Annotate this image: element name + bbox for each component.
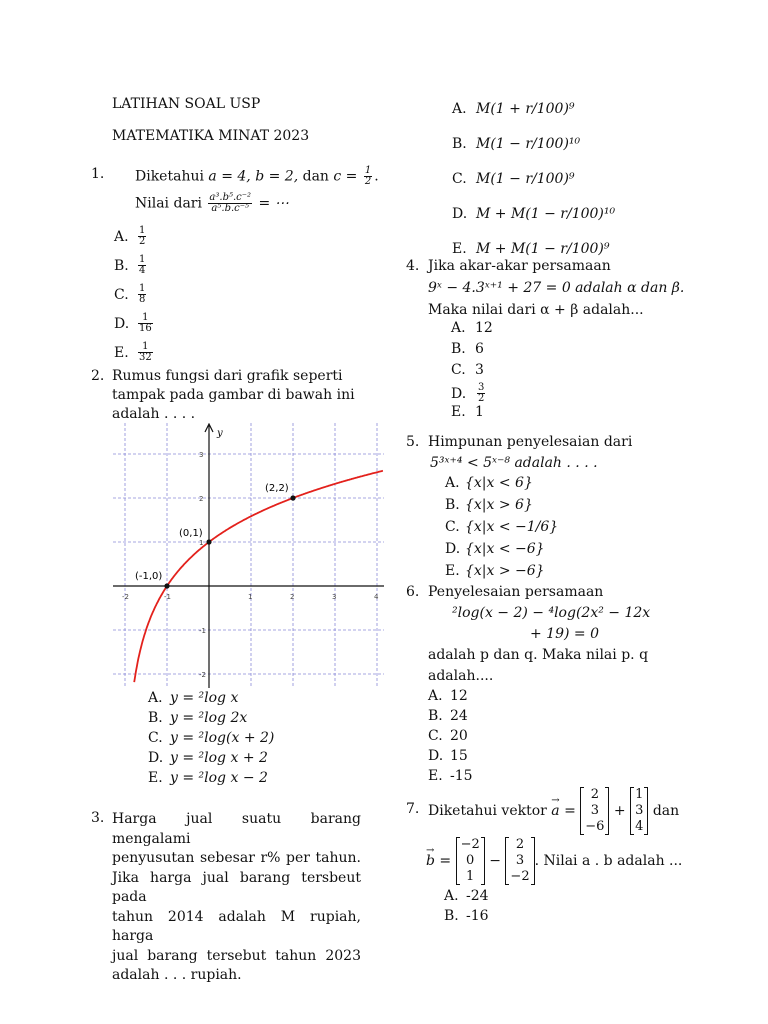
matrix-entry: −2 bbox=[510, 869, 530, 884]
y-tick-label: -2 bbox=[199, 671, 206, 679]
option-text: y = ²log x bbox=[170, 690, 239, 706]
q5-number: 5. bbox=[406, 434, 420, 450]
option-c bbox=[114, 284, 148, 305]
y-axis-label: y bbox=[217, 428, 223, 439]
option-text: y = ²log x − 2 bbox=[170, 770, 268, 786]
y-tick-label: 1 bbox=[199, 539, 204, 547]
q7-vector-a: a → bbox=[551, 786, 559, 836]
matrix-entry: 3 bbox=[635, 803, 644, 818]
option-e bbox=[148, 770, 268, 786]
option-text: 12 bbox=[450, 688, 468, 704]
option-label: A. bbox=[114, 228, 129, 245]
q7-matrix-2 bbox=[630, 787, 648, 835]
q7-tail: . Nilai a . b adalah ... bbox=[534, 853, 683, 869]
y-tick-label: 3 bbox=[199, 451, 204, 459]
option-label: C. bbox=[114, 286, 129, 303]
option-c bbox=[452, 171, 575, 187]
option-b bbox=[428, 708, 468, 724]
option-a bbox=[451, 320, 493, 336]
option-label: C. bbox=[445, 519, 460, 535]
q7-text: Diketahui vektor bbox=[428, 803, 552, 819]
option-label: B. bbox=[428, 708, 443, 724]
q3-line-5: jual barang tersebut tahun 2023 bbox=[112, 947, 361, 964]
title-line-2: MATEMATIKA MINAT 2023 bbox=[112, 128, 310, 144]
option-label: B. bbox=[114, 257, 129, 274]
q7-matrix-4 bbox=[505, 837, 534, 885]
q2-line-2: tampak pada gambar di bawah ini bbox=[112, 387, 355, 403]
option-fraction: $\frac{1}{32}$ bbox=[139, 341, 152, 363]
q1-eq: = ⋯ bbox=[254, 195, 289, 212]
option-text: M + M(1 − r/100)¹⁰ bbox=[476, 206, 616, 222]
option-label: C. bbox=[451, 362, 466, 378]
option-text: 24 bbox=[450, 708, 468, 724]
q1-nilai-text: Nilai dari bbox=[135, 195, 207, 212]
matrix-entry: 3 bbox=[590, 803, 599, 818]
matrix-entry: −2 bbox=[460, 837, 480, 852]
title-line-1: LATIHAN SOAL USP bbox=[112, 96, 261, 112]
option-label: D. bbox=[148, 750, 164, 766]
option-label: E. bbox=[452, 241, 467, 257]
option-d bbox=[452, 206, 615, 222]
option-d bbox=[445, 541, 545, 557]
y-tick-label: -1 bbox=[199, 627, 206, 635]
option-text: -15 bbox=[450, 768, 473, 784]
function-curve bbox=[134, 471, 383, 682]
option-label: B. bbox=[148, 710, 163, 726]
q4-number: 4. bbox=[406, 258, 420, 274]
point-label: (0,1) bbox=[179, 528, 203, 539]
matrix-entry: 3 bbox=[515, 853, 525, 868]
option-e bbox=[428, 768, 473, 784]
option-text: {x|x < −6} bbox=[465, 541, 545, 557]
option-c bbox=[148, 730, 274, 746]
x-tick-label: 3 bbox=[332, 593, 337, 601]
option-fraction: $\frac{3}{2}$ bbox=[478, 382, 485, 404]
option-a bbox=[428, 688, 468, 704]
option-e bbox=[445, 563, 545, 579]
q7-matrix-3 bbox=[456, 837, 485, 885]
option-text: 20 bbox=[450, 728, 468, 744]
option-text: 15 bbox=[450, 748, 468, 764]
q3-line-6: adalah . . . rupiah. bbox=[112, 967, 242, 983]
q7-plus: + bbox=[609, 803, 631, 819]
x-tick-label: -1 bbox=[164, 593, 171, 601]
option-label: E. bbox=[428, 768, 443, 784]
option-label: C. bbox=[148, 730, 163, 746]
q5-line-2: 5³ˣ⁺⁴ < 5ˣ⁻⁸ adalah . . . . bbox=[430, 455, 598, 471]
q7-minus: − bbox=[484, 853, 506, 869]
option-e bbox=[114, 342, 155, 363]
option-label: C. bbox=[452, 171, 467, 187]
option-label: E. bbox=[445, 563, 460, 579]
matrix-entry: 4 bbox=[635, 819, 644, 834]
q6-line-3: + 19) = 0 bbox=[530, 626, 599, 642]
option-label: A. bbox=[445, 475, 460, 491]
q3-number: 3. bbox=[91, 810, 105, 826]
y-tick-label: 2 bbox=[199, 495, 204, 503]
x-tick-label: 1 bbox=[248, 593, 253, 601]
q7-eq: = bbox=[559, 803, 581, 819]
point-marker bbox=[290, 495, 295, 500]
option-text: 3 bbox=[475, 362, 484, 378]
q7-vector-b: b → bbox=[426, 836, 435, 886]
option-c bbox=[428, 728, 468, 744]
option-e bbox=[452, 241, 610, 257]
x-tick-label: -2 bbox=[122, 593, 129, 601]
option-label: E. bbox=[148, 770, 163, 786]
point-marker bbox=[206, 539, 211, 544]
q1-c-frac: $\frac{1}{2}$ bbox=[364, 165, 372, 187]
q4-line-3: Maka nilai dari α + β adalah... bbox=[428, 302, 644, 318]
q6-line-5: adalah.... bbox=[428, 668, 494, 684]
option-a bbox=[452, 101, 575, 117]
q7-dan: dan bbox=[648, 803, 680, 819]
q6-line-4: adalah p dan q. Maka nilai p. q bbox=[428, 647, 649, 663]
q4-line-2: 9ˣ − 4.3ˣ⁺¹ + 27 = 0 adalah α dan β. bbox=[428, 280, 685, 296]
q1-text: Diketahui bbox=[135, 168, 209, 185]
option-a bbox=[114, 226, 148, 247]
option-text: M + M(1 − r/100)⁹ bbox=[476, 241, 610, 257]
option-label: B. bbox=[444, 908, 459, 924]
q4-line-1: Jika akar-akar persamaan bbox=[428, 258, 611, 274]
option-text: {x|x < −1/6} bbox=[465, 519, 559, 535]
point-marker bbox=[164, 583, 169, 588]
option-d bbox=[148, 750, 268, 766]
option-label: D. bbox=[114, 315, 130, 332]
matrix-entry: 1 bbox=[635, 787, 644, 802]
option-b bbox=[452, 136, 580, 152]
option-b bbox=[445, 497, 533, 513]
point-label: (-1,0) bbox=[135, 571, 163, 582]
option-fraction: $\frac{1}{8}$ bbox=[139, 283, 146, 305]
option-text: 1 bbox=[475, 404, 484, 420]
q6-line-2: ²log(x − 2) − ⁴log(2x² − 12x bbox=[452, 605, 651, 621]
option-text: M(1 − r/100)¹⁰ bbox=[476, 136, 581, 152]
q1-statement bbox=[135, 166, 379, 187]
x-tick-label: 4 bbox=[374, 593, 379, 601]
q1-number: 1. bbox=[91, 166, 105, 182]
option-label: A. bbox=[148, 690, 163, 706]
option-e bbox=[451, 404, 484, 420]
q6-number: 6. bbox=[406, 584, 420, 600]
option-a bbox=[148, 690, 238, 706]
option-d bbox=[451, 383, 487, 404]
option-label: A. bbox=[444, 888, 459, 904]
q7-line-2 bbox=[426, 836, 682, 886]
matrix-entry: 0 bbox=[466, 853, 475, 868]
q7-matrix-1 bbox=[580, 787, 609, 835]
option-text: {x|x < 6} bbox=[465, 475, 533, 491]
option-text: -24 bbox=[466, 888, 489, 904]
option-text: 6 bbox=[475, 341, 484, 357]
option-a bbox=[445, 475, 533, 491]
option-text: {x|x > −6} bbox=[465, 563, 545, 579]
option-b bbox=[444, 908, 489, 924]
option-label: A. bbox=[428, 688, 443, 704]
q1-expr-frac: $\frac{\text{a³.b⁵.c⁻²}}{\text{a⁵.b.c⁻⁵}}$ bbox=[209, 192, 252, 214]
option-d bbox=[428, 748, 468, 764]
log-function-graph bbox=[113, 423, 384, 688]
option-a bbox=[444, 888, 489, 904]
option-c bbox=[451, 362, 484, 378]
q3-line-3: Jika harga jual barang tersbeut pada bbox=[112, 869, 361, 905]
q3-line-1: Harga jual suatu barang mengalami bbox=[112, 811, 361, 847]
option-text: {x|x > 6} bbox=[465, 497, 533, 513]
matrix-entry: 2 bbox=[590, 787, 599, 802]
option-text: y = ²log x + 2 bbox=[170, 750, 268, 766]
q1-expression bbox=[135, 193, 289, 214]
option-label: E. bbox=[451, 404, 466, 420]
option-text: y = ²log(x + 2) bbox=[170, 730, 275, 746]
option-text: -16 bbox=[466, 908, 489, 924]
option-label: D. bbox=[428, 748, 444, 764]
option-label: C. bbox=[428, 728, 443, 744]
q3-text bbox=[112, 810, 361, 986]
option-label: A. bbox=[452, 101, 467, 117]
option-label: D. bbox=[451, 385, 467, 402]
option-c bbox=[445, 519, 558, 535]
matrix-entry: 1 bbox=[466, 869, 475, 884]
option-label: B. bbox=[451, 341, 466, 357]
q2-line-1: Rumus fungsi dari grafik seperti bbox=[112, 368, 343, 384]
option-b bbox=[148, 710, 247, 726]
option-b bbox=[114, 255, 148, 276]
option-label: A. bbox=[451, 320, 466, 336]
q7-number: 7. bbox=[406, 801, 420, 817]
option-label: B. bbox=[445, 497, 460, 513]
q6-line-1: Penyelesaian persamaan bbox=[428, 584, 604, 600]
q1-c-eq: c = bbox=[333, 168, 362, 185]
q5-line-1: Himpunan penyelesaian dari bbox=[428, 434, 633, 450]
q1-conditions: a = 4, b = 2, bbox=[208, 168, 299, 185]
q7-line-1 bbox=[428, 786, 679, 836]
option-fraction: $\frac{1}{2}$ bbox=[139, 225, 146, 247]
option-label: D. bbox=[445, 541, 461, 557]
q1-dot: . bbox=[374, 168, 379, 185]
q7-eq-2: = bbox=[434, 853, 456, 869]
point-label: (2,2) bbox=[265, 483, 289, 494]
matrix-entry: −6 bbox=[585, 819, 605, 834]
option-d bbox=[114, 313, 155, 334]
q2-line-3: adalah . . . . bbox=[112, 406, 196, 422]
q1-dan: dan bbox=[298, 168, 334, 185]
option-b bbox=[451, 341, 484, 357]
x-tick-label: 2 bbox=[290, 593, 295, 601]
q2-number: 2. bbox=[91, 368, 105, 384]
q3-line-2: penyusutan sebesar r% per tahun. bbox=[112, 850, 361, 866]
option-label: B. bbox=[452, 136, 467, 152]
option-text: M(1 + r/100)⁹ bbox=[476, 101, 575, 117]
q3-line-4: tahun 2014 adalah M rupiah, harga bbox=[112, 908, 361, 944]
matrix-entry: 2 bbox=[515, 837, 525, 852]
option-label: E. bbox=[114, 344, 129, 361]
option-fraction: $\frac{1}{4}$ bbox=[139, 254, 146, 276]
option-text: M(1 − r/100)⁹ bbox=[476, 171, 575, 187]
option-text: 12 bbox=[475, 320, 493, 336]
option-label: D. bbox=[452, 206, 468, 222]
option-text: y = ²log 2x bbox=[170, 710, 248, 726]
option-fraction: $\frac{1}{16}$ bbox=[139, 312, 152, 334]
